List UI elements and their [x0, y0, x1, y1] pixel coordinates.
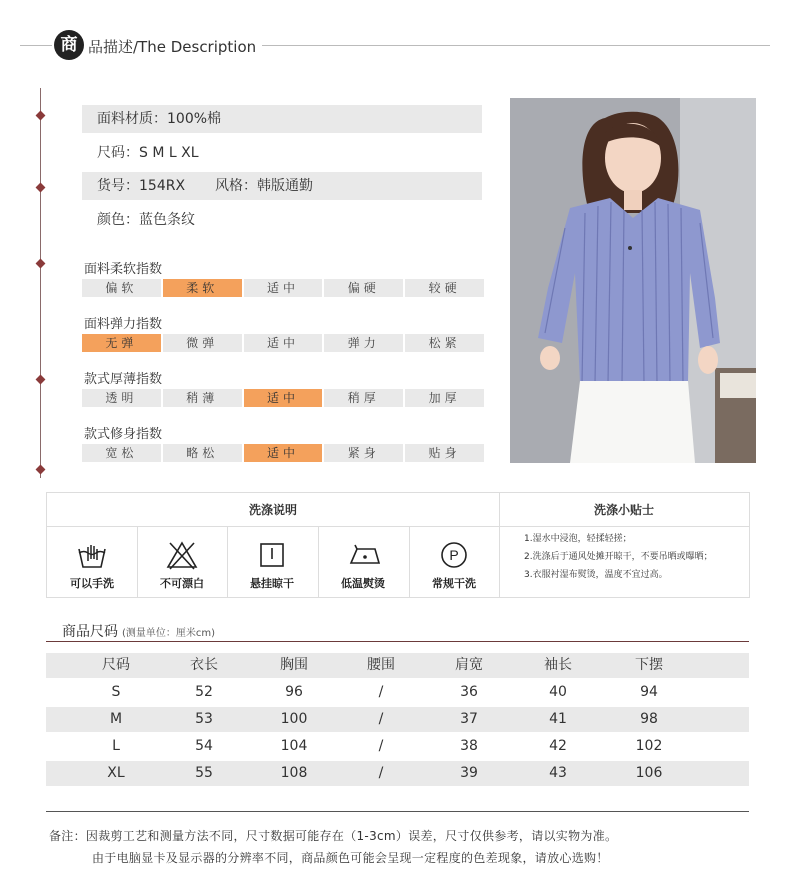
hand-wash-icon	[76, 539, 108, 571]
index-scale	[82, 334, 484, 352]
decorative-vertical-line	[40, 88, 41, 478]
index-title: 面料柔软指数	[84, 262, 163, 277]
svg-text:P: P	[449, 547, 459, 563]
size-cell: 36	[460, 684, 478, 700]
index-option: 适中	[244, 334, 323, 352]
size-cell: 37	[460, 711, 478, 727]
index-title: 款式修身指数	[84, 427, 163, 442]
wash-tips	[524, 530, 713, 584]
index-option: 略松	[163, 444, 242, 462]
wash-item-low-iron	[318, 527, 408, 597]
attr-item-no: 货号：154RX	[97, 178, 186, 194]
size-header-cell: 衣长	[190, 657, 218, 673]
decorative-diamond	[36, 375, 46, 385]
wash-tip: 2.洗涤后于通风处摊开晾干，不要吊晒或曝晒；	[524, 552, 713, 562]
size-cell: 43	[549, 765, 567, 781]
index-option: 偏软	[82, 279, 161, 297]
index-option-selected: 无弹	[82, 334, 161, 352]
wash-label: 悬挂晾干	[250, 577, 294, 590]
index-option: 透明	[82, 389, 161, 407]
size-header-row	[46, 653, 749, 678]
size-header-cell: 肩宽	[455, 657, 483, 673]
dry-clean-icon	[438, 539, 470, 571]
wash-label: 可以手洗	[70, 577, 114, 590]
line-dry-icon	[256, 539, 288, 571]
size-cell: M	[109, 711, 123, 727]
index-option-selected: 适中	[244, 444, 323, 462]
bottom-rule	[46, 811, 749, 812]
size-chart-heading: 商品尺码	[62, 624, 118, 640]
attr-style: 风格：韩版通勤	[215, 178, 314, 194]
index-scale	[82, 444, 484, 462]
index-option: 贴身	[405, 444, 484, 462]
header-line-right	[262, 45, 770, 46]
section-title: 品描述/The Description	[88, 38, 257, 56]
size-cell: /	[378, 711, 384, 727]
wash-item-dry-clean	[409, 527, 499, 597]
size-row	[46, 707, 749, 732]
size-cell: 39	[460, 765, 478, 781]
size-cell: 41	[549, 711, 567, 727]
decorative-diamond	[36, 111, 46, 121]
size-chart-title	[62, 621, 215, 641]
size-cell: 108	[280, 765, 308, 781]
size-unit-note: (测量单位：厘米cm)	[122, 628, 216, 639]
model-illustration	[510, 98, 756, 463]
size-cell: 106	[635, 765, 663, 781]
attr-size: 尺码：S M L XL	[97, 145, 199, 161]
index-option: 稍厚	[324, 389, 403, 407]
attr-material: 面料材质：100%棉	[82, 105, 482, 133]
decorative-diamond	[36, 259, 46, 269]
size-cell: /	[378, 684, 384, 700]
wash-label: 不可漂白	[160, 577, 204, 590]
header-badge: 商	[54, 30, 84, 60]
size-header-cell: 腰围	[367, 657, 395, 673]
wash-item-line-dry	[227, 527, 317, 597]
attr-item-style-row	[82, 172, 482, 200]
header-line-left	[20, 45, 52, 46]
size-cell: 100	[280, 711, 308, 727]
index-option: 偏硬	[324, 279, 403, 297]
wash-tip: 1.湿水中浸泡，轻揉轻搓；	[524, 534, 632, 544]
size-cell: S	[111, 684, 121, 700]
size-cell: 42	[549, 738, 567, 754]
size-header-cell: 胸围	[280, 657, 308, 673]
size-cell: L	[112, 738, 120, 754]
wash-instructions-header: 洗涤说明	[47, 493, 499, 527]
product-photo	[510, 98, 756, 463]
size-cell: 102	[635, 738, 663, 754]
divider	[499, 493, 500, 597]
index-option: 适中	[244, 279, 323, 297]
size-cell: 54	[195, 738, 213, 754]
index-option: 弹力	[324, 334, 403, 352]
index-scale	[82, 279, 484, 297]
size-cell: 98	[640, 711, 658, 727]
size-header-cell: 袖长	[544, 657, 572, 673]
note-line-2: 由于电脑显卡及显示器的分辨率不同，商品颜色可能会呈现一定程度的色差现象，请放心选购！	[92, 851, 609, 865]
index-option: 宽松	[82, 444, 161, 462]
size-cell: 96	[285, 684, 303, 700]
no-bleach-icon	[166, 539, 198, 571]
size-cell: 40	[549, 684, 567, 700]
low-iron-icon	[347, 539, 383, 571]
decorative-diamond	[36, 465, 46, 475]
size-cell: 38	[460, 738, 478, 754]
size-row	[46, 761, 749, 786]
size-cell: 53	[195, 711, 213, 727]
decorative-diamond	[36, 183, 46, 193]
size-header-cell: 下摆	[635, 657, 663, 673]
index-option: 稍薄	[163, 389, 242, 407]
size-header-cell: 尺码	[102, 657, 130, 673]
size-cell: /	[378, 738, 384, 754]
index-scale	[82, 389, 484, 407]
index-option: 加厚	[405, 389, 484, 407]
wash-tips-header: 洗涤小贴士	[499, 493, 749, 527]
index-title: 面料弹力指数	[84, 317, 163, 332]
wash-label: 低温熨烫	[341, 577, 385, 590]
size-cell: 52	[195, 684, 213, 700]
index-option: 较硬	[405, 279, 484, 297]
size-chart-rule	[46, 641, 749, 642]
size-cell: /	[378, 765, 384, 781]
index-title: 款式厚薄指数	[84, 372, 163, 387]
index-option: 紧身	[324, 444, 403, 462]
size-cell: 104	[280, 738, 308, 754]
wash-label: 常规干洗	[432, 577, 476, 590]
note-line-1: 备注：因裁剪工艺和测量方法不同，尺寸数据可能存在（1-3cm）误差，尺寸仅供参考，请以实物为准。	[49, 829, 618, 843]
wash-item-no-bleach	[137, 527, 227, 597]
index-option: 微弹	[163, 334, 242, 352]
size-cell: 55	[195, 765, 213, 781]
size-cell: XL	[107, 765, 125, 781]
size-row	[46, 734, 749, 759]
size-cell: 94	[640, 684, 658, 700]
wash-tip: 3.衣服衬湿布熨烫，温度不宜过高。	[524, 570, 668, 580]
index-option-selected: 柔软	[163, 279, 242, 297]
attr-color: 颜色：蓝色条纹	[97, 212, 195, 228]
wash-item-hand-wash	[47, 527, 137, 597]
index-option-selected: 适中	[244, 389, 323, 407]
index-option: 松紧	[405, 334, 484, 352]
size-row	[46, 680, 749, 705]
